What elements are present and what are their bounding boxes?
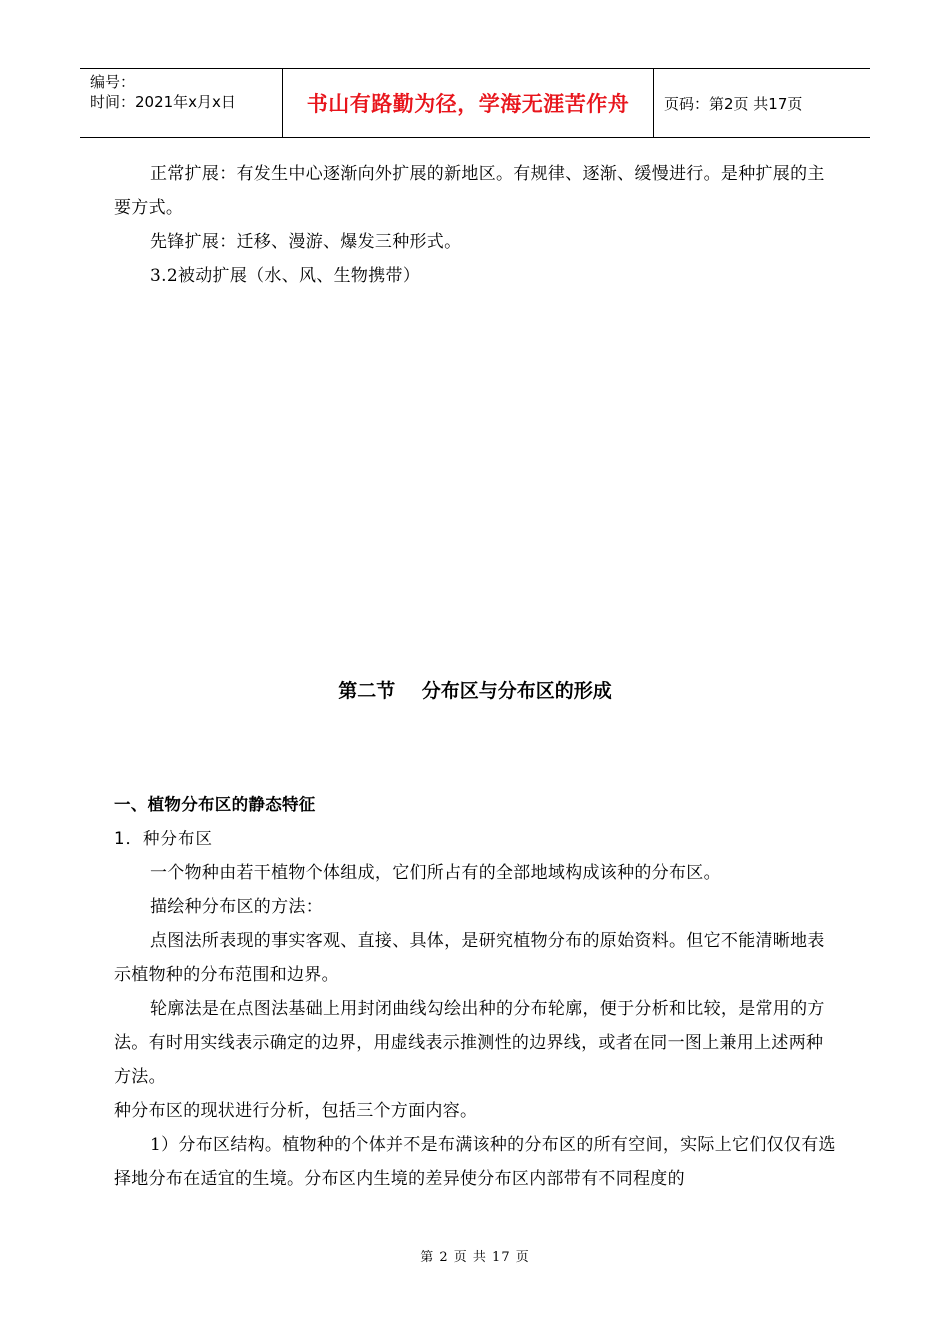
section-title: 第二节 分布区与分布区的形成 — [338, 680, 612, 702]
document-header — [80, 68, 870, 138]
top-text-block — [114, 157, 836, 293]
page-info-text: 页码：第2页 共17页 — [664, 94, 803, 113]
date-label: 时间：2021年x月x日 — [90, 93, 236, 111]
paragraph: 种分布区的现状进行分析，包括三个方面内容。 — [114, 1101, 478, 1121]
serial-number-label: 编号： — [90, 73, 136, 91]
header-page-info — [654, 69, 870, 137]
paragraph: 先锋扩展：迁移、漫游、爆发三种形式。 — [150, 232, 462, 252]
header-motto — [282, 69, 654, 137]
paragraph: 点图法所表现的事实客观、直接、具体，是研究植物分布的原始资料。但它不能清晰地表示植物种的分布范围和边界。 — [114, 931, 825, 985]
heading-level-1: 一、植物分布区的静态特征 — [114, 795, 316, 814]
heading-level-2: 1．种分布区 — [114, 829, 213, 848]
main-text-block — [114, 788, 836, 1196]
paragraph: 一个物种由若干植物个体组成，它们所占有的全部地域构成该种的分布区。 — [150, 863, 721, 883]
motto-text: 书山有路勤为径，学海无涯苦作舟 — [306, 92, 630, 116]
paragraph: 轮廓法是在点图法基础上用封闭曲线勾绘出种的分布轮廓，便于分析和比较，是常用的方法。有时用实线表示确定的边界，用虚线表示推测性的边界线，或者在同一图上兼用上述两种方法。 — [114, 999, 825, 1087]
paragraph: 描绘种分布区的方法： — [150, 897, 323, 917]
paragraph: 1）分布区结构。植物种的个体并不是布满该种的分布区的所有空间，实际上它们仅仅有选择地分布在适宜的生境。分布区内生境的差异使分布区内部带有不同程度的 — [114, 1135, 836, 1189]
page-footer: 第 2 页 共 17 页 — [420, 1250, 530, 1265]
paragraph: 正常扩展：有发生中心逐渐向外扩展的新地区。有规律、逐渐、缓慢进行。是种扩展的主要方式。 — [114, 164, 825, 218]
paragraph: 3.2被动扩展（水、风、生物携带） — [150, 266, 421, 286]
header-meta — [80, 69, 282, 137]
